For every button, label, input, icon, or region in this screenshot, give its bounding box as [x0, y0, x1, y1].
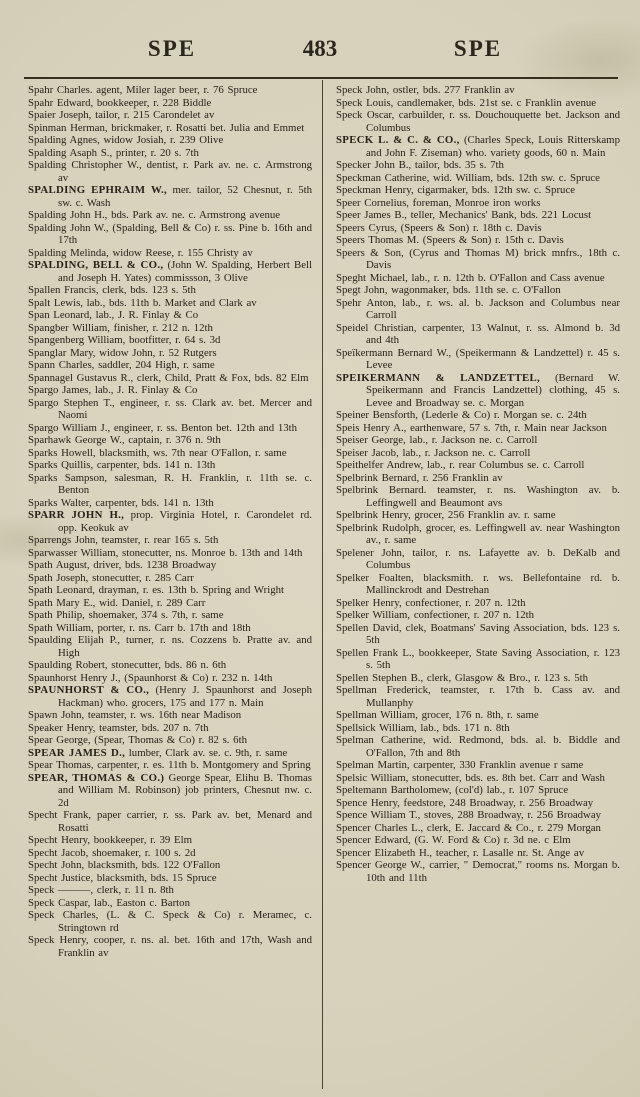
directory-entry: SPEAR JAMES D., lumber, Clark av. se. c. 9th, r. same — [28, 746, 288, 759]
directory-entry: Spalding Melinda, widow Reese, r. 155 Christy av — [28, 246, 253, 259]
directory-entry: Sparks Walter, carpenter, bds. 141 n. 13th — [28, 496, 214, 509]
directory-entry: Sparks Sampson, salesman, R. H. Franklin, r. 11th se. c. Benton — [28, 471, 312, 496]
right-column — [336, 84, 620, 959]
directory-entry: Sparwasser William, stonecutter, ns. Monroe b. 13th and 14th — [28, 546, 303, 559]
directory-entry: Sparhawk George W., captain, r. 376 n. 9th — [28, 434, 221, 446]
directory-entry: Spear George, (Spear, Thomas & Co) r. 82 s. 6th — [28, 734, 247, 746]
directory-entry: Speck John, ostler, bds. 277 Franklin av — [336, 84, 515, 96]
directory-entry: Speers & Son, (Cyrus and Thomas M) brick mnfrs., 18th c. Davis — [336, 246, 620, 271]
directory-entry: Spencer Edward, (G. W. Ford & Co) r. 3d ne. c Elm — [336, 834, 571, 846]
directory-entry: Speaker Henry, teamster, bds. 207 n. 7th — [28, 721, 209, 734]
directory-entry: Spawn John, teamster, r. ws. 16th near Madison — [28, 709, 242, 721]
directory-entry: Spallen Francis, clerk, bds. 123 s. 5th — [28, 284, 196, 296]
directory-entry: Specht Jacob, shoemaker, r. 100 s. 2d — [28, 846, 196, 859]
directory-entry: SPEIKERMANN & LANDZETTEL, (Bernard W. Speikermann and Francis Landzettel) clothing, 45 s. Levee and Broadway se. c. Morgan — [336, 371, 620, 409]
directory-entry: Speck ———, clerk, r. 11 n. 8th — [28, 884, 174, 896]
section-heading-right: SPE — [453, 36, 503, 61]
directory-entry: Speiner Bensforth, (Lederle & Co) r. Morgan se. c. 24th — [336, 409, 587, 421]
directory-entry: Spaunhorst Henry J., (Spaunhorst & Co) r. 232 n. 14th — [28, 671, 273, 684]
directory-entry: Span Leonard, lab., J. R. Finlay & Co — [28, 309, 199, 321]
directory-entry: Spellman Frederick, teamster, r. 17th b. Cass av. and Mullanphy — [336, 684, 620, 709]
directory-entry: Spahr Charles. agent, Miler lager beer, r. 76 Spruce — [28, 84, 258, 96]
directory-entry: Spelker Foalten, blacksmith. r. ws. Bellefontaine rd. b. Mallinckrodt and Destrehan — [336, 571, 620, 596]
left-column — [28, 84, 312, 959]
directory-entry: Speght Michael, lab., r. n. 12th b. O'Fallon and Cass avenue — [336, 271, 605, 284]
directory-entry: Spath William, porter, r. ns. Carr b. 17th and 18th — [28, 621, 251, 634]
directory-entry: Speck Louis, candlemaker, bds. 21st se. c Franklin avenue — [336, 96, 597, 109]
entry-name-bold: SPARR JOHN H., — [28, 509, 125, 521]
directory-entry: SPARR JOHN H., prop. Virginia Hotel, r. Carondelet rd. opp. Keokuk av — [28, 509, 313, 534]
directory-entry: Spellman William, grocer, 176 n. 8th, r. same — [336, 709, 539, 721]
directory-entry: Spargo William J., engineer, r. ss. Benton bet. 12th and 13th — [28, 421, 298, 434]
directory-entry: Spelker Henry, confectioner, r. 207 n. 12th — [336, 596, 526, 609]
directory-entry: Spelman Martin, carpenter, 330 Franklin avenue r same — [336, 759, 584, 771]
directory-entry: Speïkermann Bernard W., (Speikermann & Landzettel) r. 45 s. Levee — [336, 346, 620, 371]
directory-entry: Spangber William, finisher, r. 212 n. 12th — [28, 321, 213, 334]
directory-entry: Spelener John, tailor, r. ns. Lafayette av. b. DeKalb and Columbus — [336, 546, 620, 571]
directory-entry: Spath Leonard, drayman, r. es. 13th b. Spring and Wright — [28, 584, 285, 596]
directory-entry: Spelbrink Bernard. teamster, r. ns. Washington av. b. Leffingwell and Beaumont avs — [336, 484, 620, 509]
page-header — [0, 36, 640, 70]
directory-entry: Spence Henry, feedstore, 248 Broadway, r. 256 Broadway — [336, 796, 594, 809]
entry-name-bold: SPEAR, THOMAS & CO.) — [28, 771, 165, 784]
directory-entry: Spelsic William, stonecutter, bds. es. 8th bet. Carr and Wash — [336, 771, 605, 784]
directory-entry: Spath Joseph, stonecutter, r. 285 Carr — [28, 571, 194, 584]
directory-entry: Spalding John H., bds. Park av. ne. c. Armstrong avenue — [28, 209, 281, 221]
directory-entry: Spath August, driver, bds. 1238 Broadway — [28, 559, 217, 571]
directory-entry: Specht Henry, bookkeeper, r. 39 Elm — [28, 834, 192, 846]
directory-entry: Spargo James, lab., J. R. Finlay & Co — [28, 384, 198, 396]
directory-entry: Speidel Christian, carpenter, 13 Walnut, r. ss. Almond b. 3d and 4th — [336, 321, 620, 346]
directory-entry: Spegt John, wagonmaker, bds. 11th se. c. O'Fallon — [336, 284, 561, 296]
directory-entry: Spalding John W., (Spalding, Bell & Co) r. ss. Pine b. 16th and 17th — [28, 221, 312, 246]
directory-entry: Speers Thomas M. (Speers & Son) r. 15th c. Davis — [336, 234, 564, 246]
directory-entry: Speiser Jacob, lab., r. Jackson ne. c. Carroll — [336, 446, 531, 459]
directory-entry: Speck Henry, cooper, r. ns. al. bet. 16th and 17th, Wash and Franklin av — [28, 934, 312, 959]
directory-entry: Speithelfer Andrew, lab., r. rear Columbus se. c. Carroll — [336, 459, 585, 471]
directory-entry: Spaier Joseph, tailor, r. 215 Carondelet av — [28, 109, 215, 121]
header-rule — [24, 77, 618, 79]
directory-entry: Spelbrink Bernard, r. 256 Franklin av — [336, 471, 503, 484]
directory-entry: Speers Cyrus, (Speers & Son) r. 18th c. Davis — [336, 221, 542, 234]
entry-name-bold: SPEIKERMANN & LANDZETTEL, — [336, 371, 540, 384]
directory-entry: Spanglar Mary, widow John, r. 52 Rutgers — [28, 346, 217, 359]
directory-entry: Spannagel Gustavus R., clerk, Child, Pratt & Fox, bds. 82 Elm — [28, 371, 309, 384]
directory-entry: Spelbrink Rudolph, grocer, es. Leffingwell av. near Washington av., r. same — [336, 521, 620, 546]
directory-entry: Spellen David, clek, Boatmans' Saving Association, bds. 123 s. 5th — [336, 621, 620, 646]
directory-entry: Spencer George W., carrier, " Democrat," rooms ns. Morgan b. 10th and 11th — [336, 859, 620, 884]
entry-name-bold: SPALDING, BELL & CO., — [28, 259, 164, 271]
directory-entry: Speck Charles, (L. & C. Speck & Co) r. Meramec, c. Stringtown rd — [28, 909, 312, 934]
directory-entry: Spalding Christopher W., dentist, r. Park av. ne. c. Armstrong av — [28, 159, 312, 184]
directory-entry: Spalding Asaph S., printer, r. 20 s. 7th — [28, 146, 199, 159]
directory-entry: SPALDING EPHRAIM W., mer. tailor, 52 Chesnut, r. 5th sw. c. Wash — [28, 184, 312, 209]
directory-entry: Speckman Henry, cigarmaker, bds. 12th sw. c. Spruce — [336, 184, 576, 196]
directory-entry: Spencer Charles L., clerk, E. Jaccard & Co., r. 279 Morgan — [336, 821, 601, 834]
directory-entry: Speis Henry A., earthenware, 57 s. 7th, r. Main near Jackson — [336, 421, 607, 434]
entry-name-bold: SPEAR JAMES D., — [28, 746, 126, 759]
directory-entry: Spinman Herman, brickmaker, r. Rosatti bet. Julia and Emmet — [28, 121, 305, 134]
directory-entry: Specht Justice, blacksmith, bds. 15 Spruce — [28, 871, 217, 884]
directory-entry: Spath Philip, shoemaker, 374 s. 7th, r. same — [28, 609, 224, 621]
directory-entry: Spargo Stephen T., engineer, r. ss. Clark av. bet. Mercer and Naomi — [28, 396, 312, 421]
directory-entry: Speckman Catherine, wid. William, bds. 12th sw. c. Spruce — [336, 171, 600, 184]
directory-entry: Speiser George, lab., r. Jackson ne. c. Carroll — [336, 434, 538, 446]
section-heading-left: SPE — [147, 36, 197, 61]
directory-entry: Specker John B., tailor, bds. 35 s. 7th — [336, 159, 504, 171]
directory-entry: Spehr Anton, lab., r. ws. al. b. Jackson and Columbus near Carroll — [336, 296, 620, 321]
directory-entry: Spalding Agnes, widow Josiah, r. 239 Olive — [28, 134, 224, 146]
directory-entry: Spelker William, confectioner, r. 207 n. 12th — [336, 609, 535, 621]
directory-entry: Spaulding Robert, stonecutter, bds. 86 n. 6th — [28, 659, 227, 671]
entry-name-bold: SPAUNHORST & CO., — [28, 684, 150, 696]
directory-columns — [28, 84, 620, 959]
directory-entry: Spear Thomas, carpenter, r. es. 11th b. Montgomery and Spring — [28, 759, 311, 771]
directory-entry: Spellen Frank L., bookkeeper, State Saving Association, r. 123 s. 5th — [336, 646, 620, 671]
page-number: 483 — [302, 36, 338, 61]
directory-entry: Spath Mary E., wid. Daniel, r. 289 Carr — [28, 596, 206, 609]
directory-entry: Spellen Stephen B., clerk, Glasgow & Bro., r. 123 s. 5th — [336, 671, 589, 684]
directory-entry: Speer James B., teller, Mechanics' Bank, bds. 221 Locust — [336, 209, 592, 221]
directory-entry: Spahr Edward, bookkeeper, r. 228 Biddle — [28, 96, 212, 109]
directory-entry: Speer Cornelius, foreman, Monroe iron works — [336, 196, 541, 209]
entry-name-bold: SPECK L. & C. & CO., — [336, 134, 460, 146]
directory-entry: Spann Charles, saddler, 204 High, r. same — [28, 359, 215, 371]
directory-entry: SPALDING, BELL & CO., (John W. Spalding, Herbert Bell and Joseph H. Yates) commissson, 3 Olive — [28, 259, 313, 284]
directory-entry: SPEAR, THOMAS & CO.) George Spear, Elihu B. Thomas and William M. Robinson) job printers, Chesnut nw. c. 2d — [28, 771, 312, 809]
entry-name-bold: SPALDING EPHRAIM W., — [28, 184, 168, 196]
directory-entry: SPECK L. & C. & CO., (Charles Speck, Louis Ritterskamp and John F. Ziseman) who. variety goods, 60 n. Main — [336, 134, 620, 159]
directory-entry: Spellsick William, lab., bds. 171 n. 8th — [336, 721, 510, 734]
directory-entry: Spaulding Elijah P., turner, r. ns. Cozzens b. Pratte av. and High — [28, 634, 312, 659]
directory-entry: Spangenberg William, bootfitter, r. 64 s. 3d — [28, 334, 221, 346]
directory-entry: Speck Caspar, lab., Easton c. Barton — [28, 896, 190, 909]
directory-entry: Spence William T., stoves, 288 Broadway, r. 256 Broadway — [336, 809, 602, 821]
directory-entry: Specht Frank, paper carrier, r. ss. Park av. bet, Menard and Rosatti — [28, 809, 312, 834]
directory-entry: Spelbrink Henry, grocer, 256 Franklin av. r. same — [336, 509, 556, 521]
directory-entry: Specht John, blacksmith, bds. 122 O'Fallon — [28, 859, 221, 871]
directory-entry: Sparrengs John, teamster, r. rear 165 s. 5th — [28, 534, 219, 546]
directory-entry: Speck Oscar, carbuilder, r. ss. Douchouquette bet. Jackson and Columbus — [336, 109, 620, 134]
directory-entry: SPAUNHORST & CO., (Henry J. Spaunhorst and Joseph Hackman) who. grocers, 175 and 177 n. Main — [28, 684, 312, 709]
directory-entry: Sparks Howell, blacksmith, ws. 7th near O'Fallon, r. same — [28, 446, 287, 459]
directory-entry: Sparks Quillis, carpenter, bds. 141 n. 13th — [28, 459, 216, 471]
directory-entry: Spalt Lewis, lab., bds. 11th b. Market and Clark av — [28, 296, 257, 309]
directory-entry: Spelman Catherine, wid. Redmond, bds. al. b. Biddle and O'Fallon, 7th and 8th — [336, 734, 620, 759]
directory-entry: Spencer Elizabeth H., teacher, r. Lasalle nr. St. Ange av — [336, 846, 585, 859]
directory-entry: Speltemann Bartholomew, (col'd) lab., r. 107 Spruce — [336, 784, 569, 796]
